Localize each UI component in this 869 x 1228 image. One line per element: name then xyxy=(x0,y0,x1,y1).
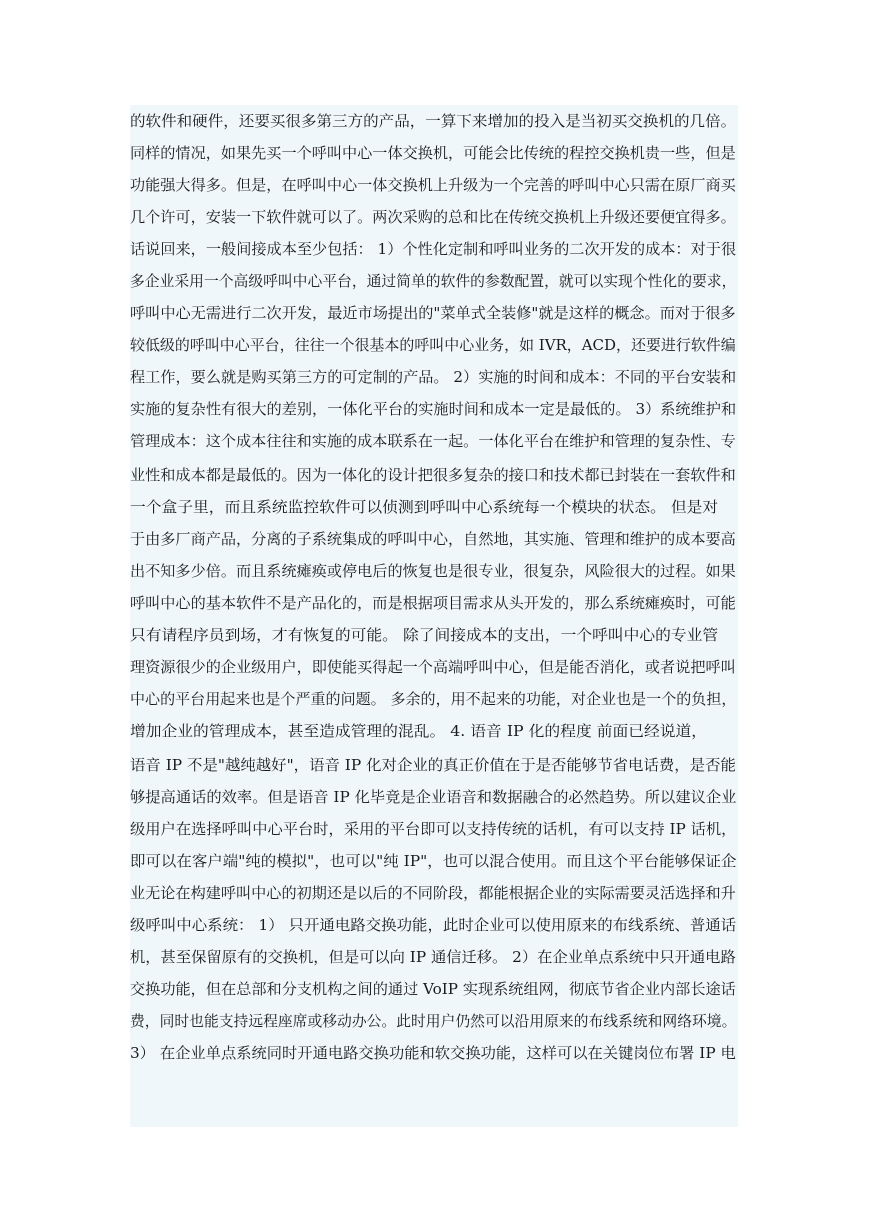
text-line: 够提高通话的效率。但是语音 IP 化毕竟是企业语音和数据融合的必然趋势。所以建议企业 xyxy=(130,789,737,806)
text-line: 语音 IP 不是"越纯越好"，语音 IP 化对企业的真正价值在于是否能够节省电话费，是否能 xyxy=(130,757,736,774)
text-line: 话说回来，一般间接成本至少包括： 1）个性化定制和呼叫业务的二次开发的成本：对于很 xyxy=(130,241,737,258)
text-line: 级呼叫中心系统： 1） 只开通电路交换功能，此时企业可以使用原来的布线系统、普通话 xyxy=(130,917,737,934)
text-line: 多企业采用一个高级呼叫中心平台，通过简单的软件的参数配置，就可以实现个性化的要求， xyxy=(130,273,737,290)
document-body xyxy=(130,105,738,1127)
text-line: 费，同时也能支持远程座席或移动办公。此时用户仍然可以沿用原来的布线系统和网络环境。 xyxy=(130,1013,737,1030)
text-line: 只有请程序员到场，才有恢复的可能。 除了间接成本的支出，一个呼叫中心的专业管 xyxy=(130,627,719,644)
text-line: 实施的复杂性有很大的差别，一体化平台的实施时间和成本一定是最低的。 3）系统维护和 xyxy=(130,401,737,418)
text-line: 交换功能，但在总部和分支机构之间的通过 VoIP 实现系统组网，彻底节省企业内部长途话 xyxy=(130,981,736,998)
text-line: 功能强大得多。但是，在呼叫中心一体交换机上升级为一个完善的呼叫中心只需在原厂商买 xyxy=(130,177,736,194)
text-line: 管理成本：这个成本往往和实施的成本联系在一起。一体化平台在维护和管理的复杂性、专 xyxy=(130,433,736,450)
text-line: 呼叫中心无需进行二次开发，最近市场提出的"菜单式全装修"就是这样的概念。而对于很多 xyxy=(130,305,736,322)
text-line: 呼叫中心的基本软件不是产品化的，而是根据项目需求从头开发的，那么系统瘫痪时，可能 xyxy=(130,595,736,612)
text-line: 3） 在企业单点系统同时开通电路交换功能和软交换功能，这样可以在关键岗位布署 IP 电 xyxy=(130,1045,736,1062)
text-line: 出不知多少倍。而且系统瘫痪或停电后的恢复也是很专业，很复杂，风险很大的过程。如果 xyxy=(130,563,736,580)
text-line: 机，甚至保留原有的交换机，但是可以向 IP 通信迁移。 2）在企业单点系统中只开通电路 xyxy=(130,949,736,966)
text-line: 业无论在构建呼叫中心的初期还是以后的不同阶段，都能根据企业的实际需要灵活选择和升 xyxy=(130,885,736,902)
text-line: 几个许可，安装一下软件就可以了。两次采购的总和比在传统交换机上升级还要便宜得多。 xyxy=(130,209,736,226)
text-line: 即可以在客户端"纯的模拟"，也可以"纯 IP"，也可以混合使用。而且这个平台能够保证企 xyxy=(130,853,737,870)
text-line: 于由多厂商产品，分离的子系统集成的呼叫中心，自然地，其实施、管理和维护的成本要高 xyxy=(130,531,736,548)
text-line: 同样的情况，如果先买一个呼叫中心一体交换机，可能会比传统的程控交换机贵一些，但是 xyxy=(130,145,736,162)
text-line: 业性和成本都是最低的。因为一体化的设计把很多复杂的接口和技术都已封装在一套软件和 xyxy=(130,467,736,484)
text-line: 的软件和硬件，还要买很多第三方的产品，一算下来增加的投入是当初买交换机的几倍。 xyxy=(130,113,737,130)
text-line: 中心的平台用起来也是个严重的问题。 多余的，用不起来的功能，对企业也是一个的负担， xyxy=(130,691,737,708)
text-line: 一个盒子里，而且系统监控软件可以侦测到呼叫中心系统每一个模块的状态。 但是对 xyxy=(130,499,719,516)
text-line: 理资源很少的企业级用户，即使能买得起一个高端呼叫中心，但是能否消化，或者说把呼叫 xyxy=(130,659,736,676)
text-line: 程工作，要么就是购买第三方的可定制的产品。 2）实施的时间和成本：不同的平台安装和 xyxy=(130,369,737,386)
text-line: 级用户在选择呼叫中心平台时，采用的平台即可以支持传统的话机，有可以支持 IP 话机， xyxy=(130,821,737,838)
text-line: 增加企业的管理成本，甚至造成管理的混乱。 4. 语音 IP 化的程度 前面已经说道， xyxy=(130,723,708,740)
text-line: 较低级的呼叫中心平台，往往一个很基本的呼叫中心业务，如 IVR，ACD，还要进行软件编 xyxy=(130,337,736,354)
